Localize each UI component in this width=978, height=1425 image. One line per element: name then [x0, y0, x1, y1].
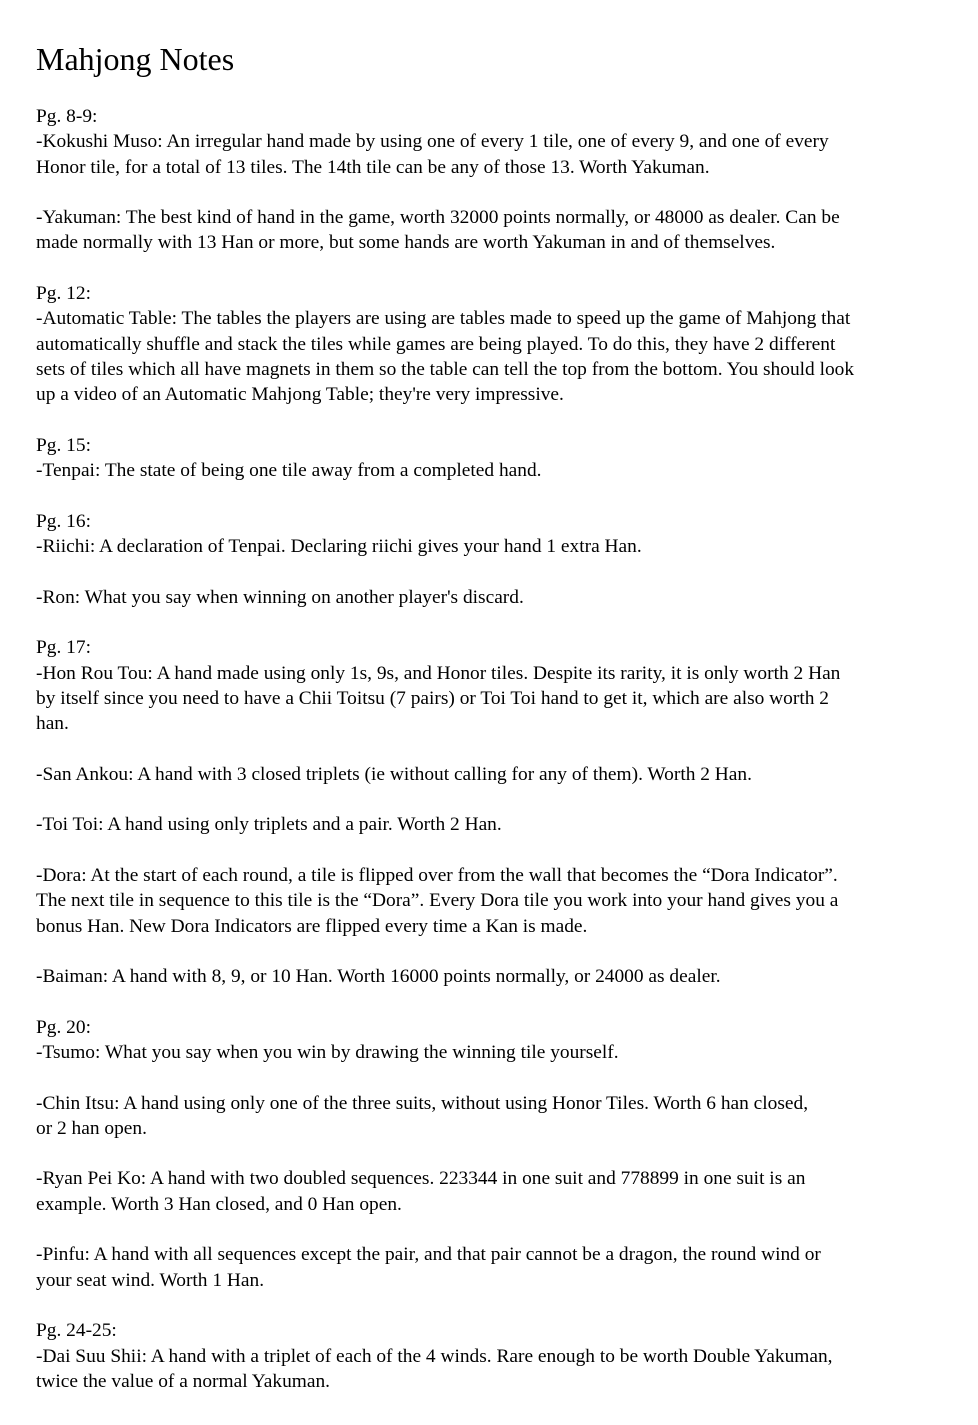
page-reference-heading: Pg. 16:	[36, 510, 91, 532]
page-reference-heading: Pg. 8-9:	[36, 106, 98, 127]
paragraph-gap	[36, 180, 936, 205]
note-text-line: -Toi Toi: A hand using only triplets and a pair. Worth 2 Han.	[36, 814, 502, 836]
note-text-line: -Tsumo: What you say when you win by drawing the winning tile yourself.	[36, 1041, 619, 1063]
paragraph-gap	[36, 559, 936, 584]
paragraph-gap	[36, 1293, 936, 1318]
page-reference-heading: Pg. 12:	[36, 283, 91, 305]
note-text-line: -Automatic Table: The tables the players are using are tables made to speed up the game of Mahjong that	[36, 308, 851, 330]
document-page	[36, 0, 936, 1394]
note-text-line: -San Ankou: A hand with 3 closed triplets (ie without calling for any of them). Worth 2 Han.	[36, 763, 752, 785]
note-text-line: by itself since you need to have a Chii Toitsu (7 pairs) or Toi Toi hand to get it, which are also worth 2	[36, 687, 829, 709]
page-reference-heading: Pg. 24-25:	[36, 1320, 117, 1342]
paragraph-gap	[36, 989, 936, 1014]
note-text-line: -Hon Rou Tou: A hand made using only 1s, 9s, and Honor tiles. Despite its rarity, it is only worth 2 Han	[36, 662, 841, 684]
note-text-line: sets of tiles which all have magnets in them so the table can tell the top from the bottom. You should look	[36, 358, 855, 380]
note-text-line: automatically shuffle and stack the tiles while games are being played. To do this, they have 2 different	[36, 333, 836, 355]
paragraph-gap	[36, 483, 936, 508]
document-body	[36, 104, 936, 1394]
note-text-line: -Baiman: A hand with 8, 9, or 10 Han. Worth 16000 points normally, or 24000 as dealer.	[36, 966, 721, 988]
note-text-line: -Ron: What you say when winning on another player's discard.	[36, 586, 524, 608]
note-text-line: twice the value of a normal Yakuman.	[36, 1370, 331, 1392]
paragraph-gap	[36, 610, 936, 635]
paragraph-gap	[36, 1141, 936, 1166]
note-text-line: The next tile in sequence to this tile is the “Dora”. Every Dora tile you work into your hand gives you a	[36, 890, 839, 912]
note-text-line: or 2 han open.	[36, 1117, 147, 1139]
note-text-line: your seat wind. Worth 1 Han.	[36, 1269, 265, 1291]
paragraph-gap	[36, 1065, 936, 1090]
note-text-line: example. Worth 3 Han closed, and 0 Han open.	[36, 1193, 402, 1215]
note-text-line: -Dai Suu Shii: A hand with a triplet of each of the 4 winds. Rare enough to be worth Double Yakuman,	[36, 1345, 833, 1367]
note-text-line: -Riichi: A declaration of Tenpai. Declaring riichi gives your hand 1 extra Han.	[36, 536, 642, 558]
note-text-line: -Tenpai: The state of being one tile away from a completed hand.	[36, 460, 542, 482]
paragraph-gap	[36, 736, 936, 761]
paragraph-gap	[36, 838, 936, 863]
paragraph-gap	[36, 408, 936, 433]
note-text-line: -Kokushi Muso: An irregular hand made by using one of every 1 tile, one of every 9, and one of every	[36, 131, 829, 153]
note-text-line: up a video of an Automatic Mahjong Table; they're very impressive.	[36, 384, 564, 406]
page-title: Mahjong Notes	[36, 41, 235, 77]
note-text-line: -Yakuman: The best kind of hand in the game, worth 32000 points normally, or 48000 as dealer. Can be	[36, 207, 840, 229]
paragraph-gap	[36, 939, 936, 964]
page-reference-heading: Pg. 17:	[36, 637, 91, 659]
paragraph-gap	[36, 256, 936, 281]
note-text-line: -Pinfu: A hand with all sequences except the pair, and that pair cannot be a dragon, the round wind or	[36, 1244, 821, 1266]
note-text-line: -Ryan Pei Ko: A hand with two doubled sequences. 223344 in one suit and 778899 in one suit is an	[36, 1168, 806, 1190]
page-reference-heading: Pg. 15:	[36, 434, 91, 456]
note-text-line: Honor tile, for a total of 13 tiles. The 14th tile can be any of those 13. Worth Yakuman.	[36, 156, 710, 178]
paragraph-gap	[36, 1217, 936, 1242]
page-reference-heading: Pg. 20:	[36, 1016, 91, 1038]
note-text-line: -Chin Itsu: A hand using only one of the three suits, without using Honor Tiles. Worth 6 han closed,	[36, 1092, 809, 1114]
paragraph-gap	[36, 787, 936, 812]
note-text-line: bonus Han. New Dora Indicators are flipped every time a Kan is made.	[36, 915, 588, 937]
note-text-line: han.	[36, 713, 69, 735]
note-text-line: -Dora: At the start of each round, a tile is flipped over from the wall that becomes the “Dora Indicator”.	[36, 864, 838, 886]
note-text-line: made normally with 13 Han or more, but some hands are worth Yakuman in and of themselves.	[36, 232, 776, 254]
